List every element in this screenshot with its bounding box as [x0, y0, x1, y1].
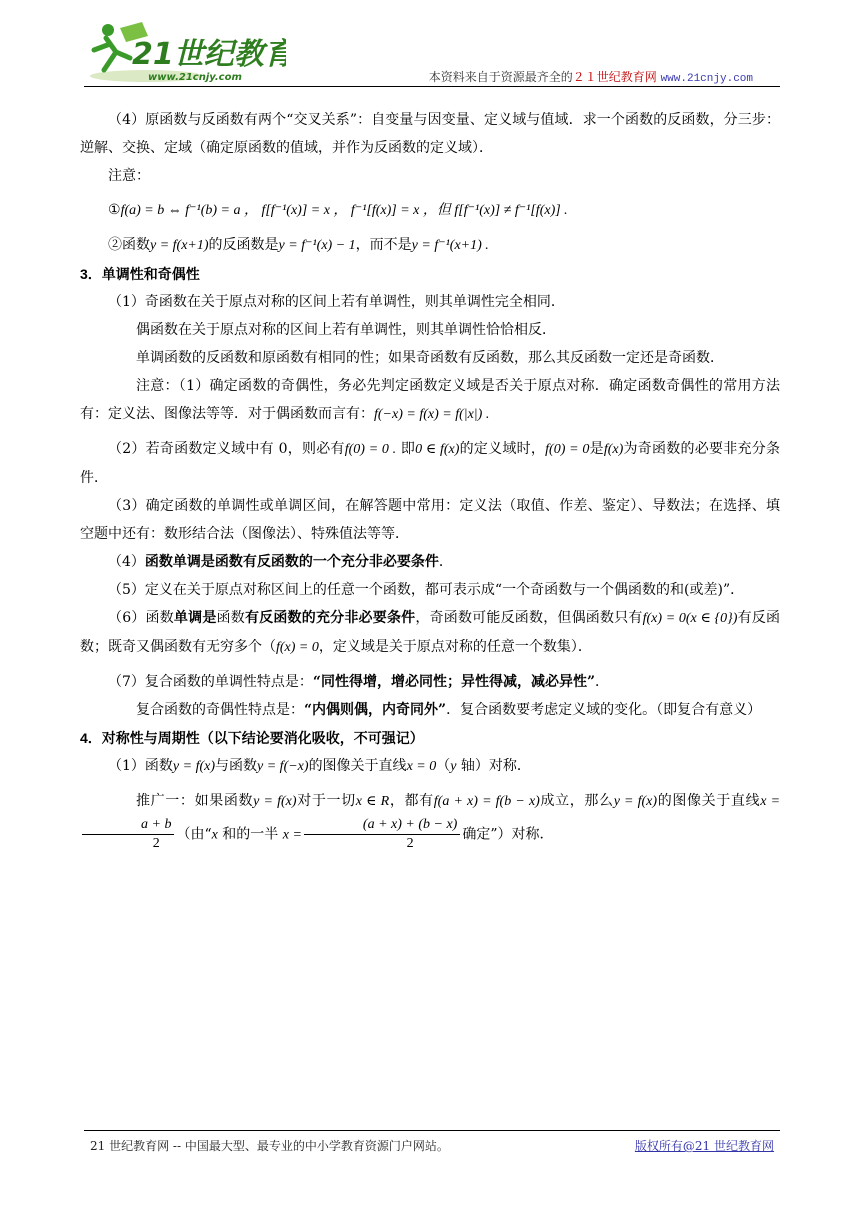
formula: f(−x) = f(x) = f(|x|) . [374, 407, 490, 422]
logo-text: 21世纪教育 [132, 37, 286, 72]
paragraph-inverse-relations: （4）原函数与反函数有两个“交叉关系”：自变量与因变量、定义域与值域．求一个函数的反函数，分三步：逆解、交换、定域（确定原函数的值域，并作为反函数的定义域）． [80, 112, 780, 156]
note-2: ②函数y = f(x+1)的反函数是y = f⁻¹(x) − 1，而不是y = f⁻¹(x+1) . [108, 237, 489, 253]
s3-item-3: （3）确定函数的单调性或单调区间，在解答题中常用：定义法（取值、作差、鉴定）、导数法；在选择、填空题中还有：数形结合法（图像法）、特殊值法等等． [80, 498, 780, 542]
s3-item-1b: 偶函数在关于原点对称的区间上若有单调性，则其单调性恰恰相反． [136, 322, 556, 338]
header-rule [84, 86, 780, 87]
fraction: $\frac{(a + x) + (b - x)}{2}$ [304, 816, 460, 853]
fraction: $\frac{a + b}{2}$ [82, 816, 174, 853]
s3-item-1d: 注意：（1）确定函数的奇偶性，务必先判定函数定义域是否关于原点对称．确定函数奇偶性的常用方法有：定义法、图像法等等．对于偶函数而言有：f(−x) = f(x) = f(|x|) . [80, 378, 780, 422]
s3-item-7b: 复合函数的奇偶性特点是：“内偶则偶，内奇同外”．复合函数要考虑定义域的变化。（即复合有意义） [136, 702, 762, 718]
s3-item-7: （7）复合函数的单调性特点是：“同性得增，增必同性；异性得减，减必异性”． [108, 674, 610, 690]
note-1: ①f(a) = b ⇔ f⁻¹(b) = a ， f[f⁻¹(x)] = x ， f⁻¹[f(x)] = x ，但 f[f⁻¹(x)] ≠ f⁻¹[f(x)] . [108, 202, 568, 218]
formula: y = f⁻¹(x) − 1 [278, 238, 356, 253]
s3-item-1: （1）奇函数在关于原点对称的区间上若有单调性，则其单调性完全相同． [108, 294, 565, 310]
site-logo [86, 14, 286, 86]
section-heading-3: 3．单调性和奇偶性 [80, 266, 200, 282]
logo-url: www.21cnjy.com [148, 72, 242, 83]
document-body [80, 106, 780, 853]
footer-left: 21 世纪教育网 -- 中国最大型、最专业的中小学教育资源门户网站。 [90, 1139, 449, 1153]
header-url[interactable]: www.21cnjy.com [660, 73, 753, 85]
header-site-name: ２１世纪教育网 [572, 70, 657, 84]
s3-item-2: （2）若奇函数定义域中有 0，则必有f(0) = 0 . 即0 ∈ f(x)的定义域时，f(0) = 0是f(x)为奇函数的必要非充分条件． [80, 441, 781, 486]
footer-copyright-link[interactable]: 版权所有@21 世纪教育网 [634, 1139, 774, 1153]
s3-item-4: （4）函数单调是函数有反函数的一个充分非必要条件． [108, 554, 453, 570]
formula: y = f⁻¹(x+1) . [411, 238, 489, 253]
footer-rule [84, 1130, 780, 1131]
section-heading-4: 4．对称性与周期性（以下结论要消化吸收，不可强记） [80, 730, 424, 746]
formula: f(a) = b ⇔ f⁻¹(b) = a ， f[f⁻¹(x)] = x ， f⁻¹[f(x)] = x ，但 f[f⁻¹(x)] ≠ f⁻¹[f(x)] . [120, 203, 568, 218]
formula: y = f(x+1) [150, 238, 209, 253]
s3-item-6: （6）函数单调是函数有反函数的充分非必要条件，奇函数可能反函数，但偶函数只有f(x) = 0(x ∈ {0})有反函数；既奇又偶函数有无穷多个（f(x) = 0，定义域是关于原点对称的任意一个数集）． [80, 610, 781, 655]
s4-item-1: （1）函数y = f(x)与函数y = f(−x)的图像关于直线x = 0（y 轴）对称． [108, 758, 531, 774]
note-label: 注意： [108, 168, 150, 184]
header-source: 本资料来自于资源最齐全的２１世纪教育网 www.21cnjy.com [428, 70, 753, 85]
s4-extension-1: 推广一：如果函数y = f(x)对于一切x ∈ R，都有f(a + x) = f(b − x)成立，那么y = f(x)的图像关于直线x = $\frac{a + b}{2}$ （由“x 和的一半 x = $\frac{(a + x) + (b - x)}{2}$ 确定”）对称． [80, 787, 780, 853]
s3-item-5: （5）定义在关于原点对称区间上的任意一个函数，都可表示成“一个奇函数与一个偶函数的和(或差)”． [108, 582, 745, 598]
s3-item-1c: 单调函数的反函数和原函数有相同的性；如果奇函数有反函数，那么其反函数一定还是奇函数． [136, 350, 724, 366]
